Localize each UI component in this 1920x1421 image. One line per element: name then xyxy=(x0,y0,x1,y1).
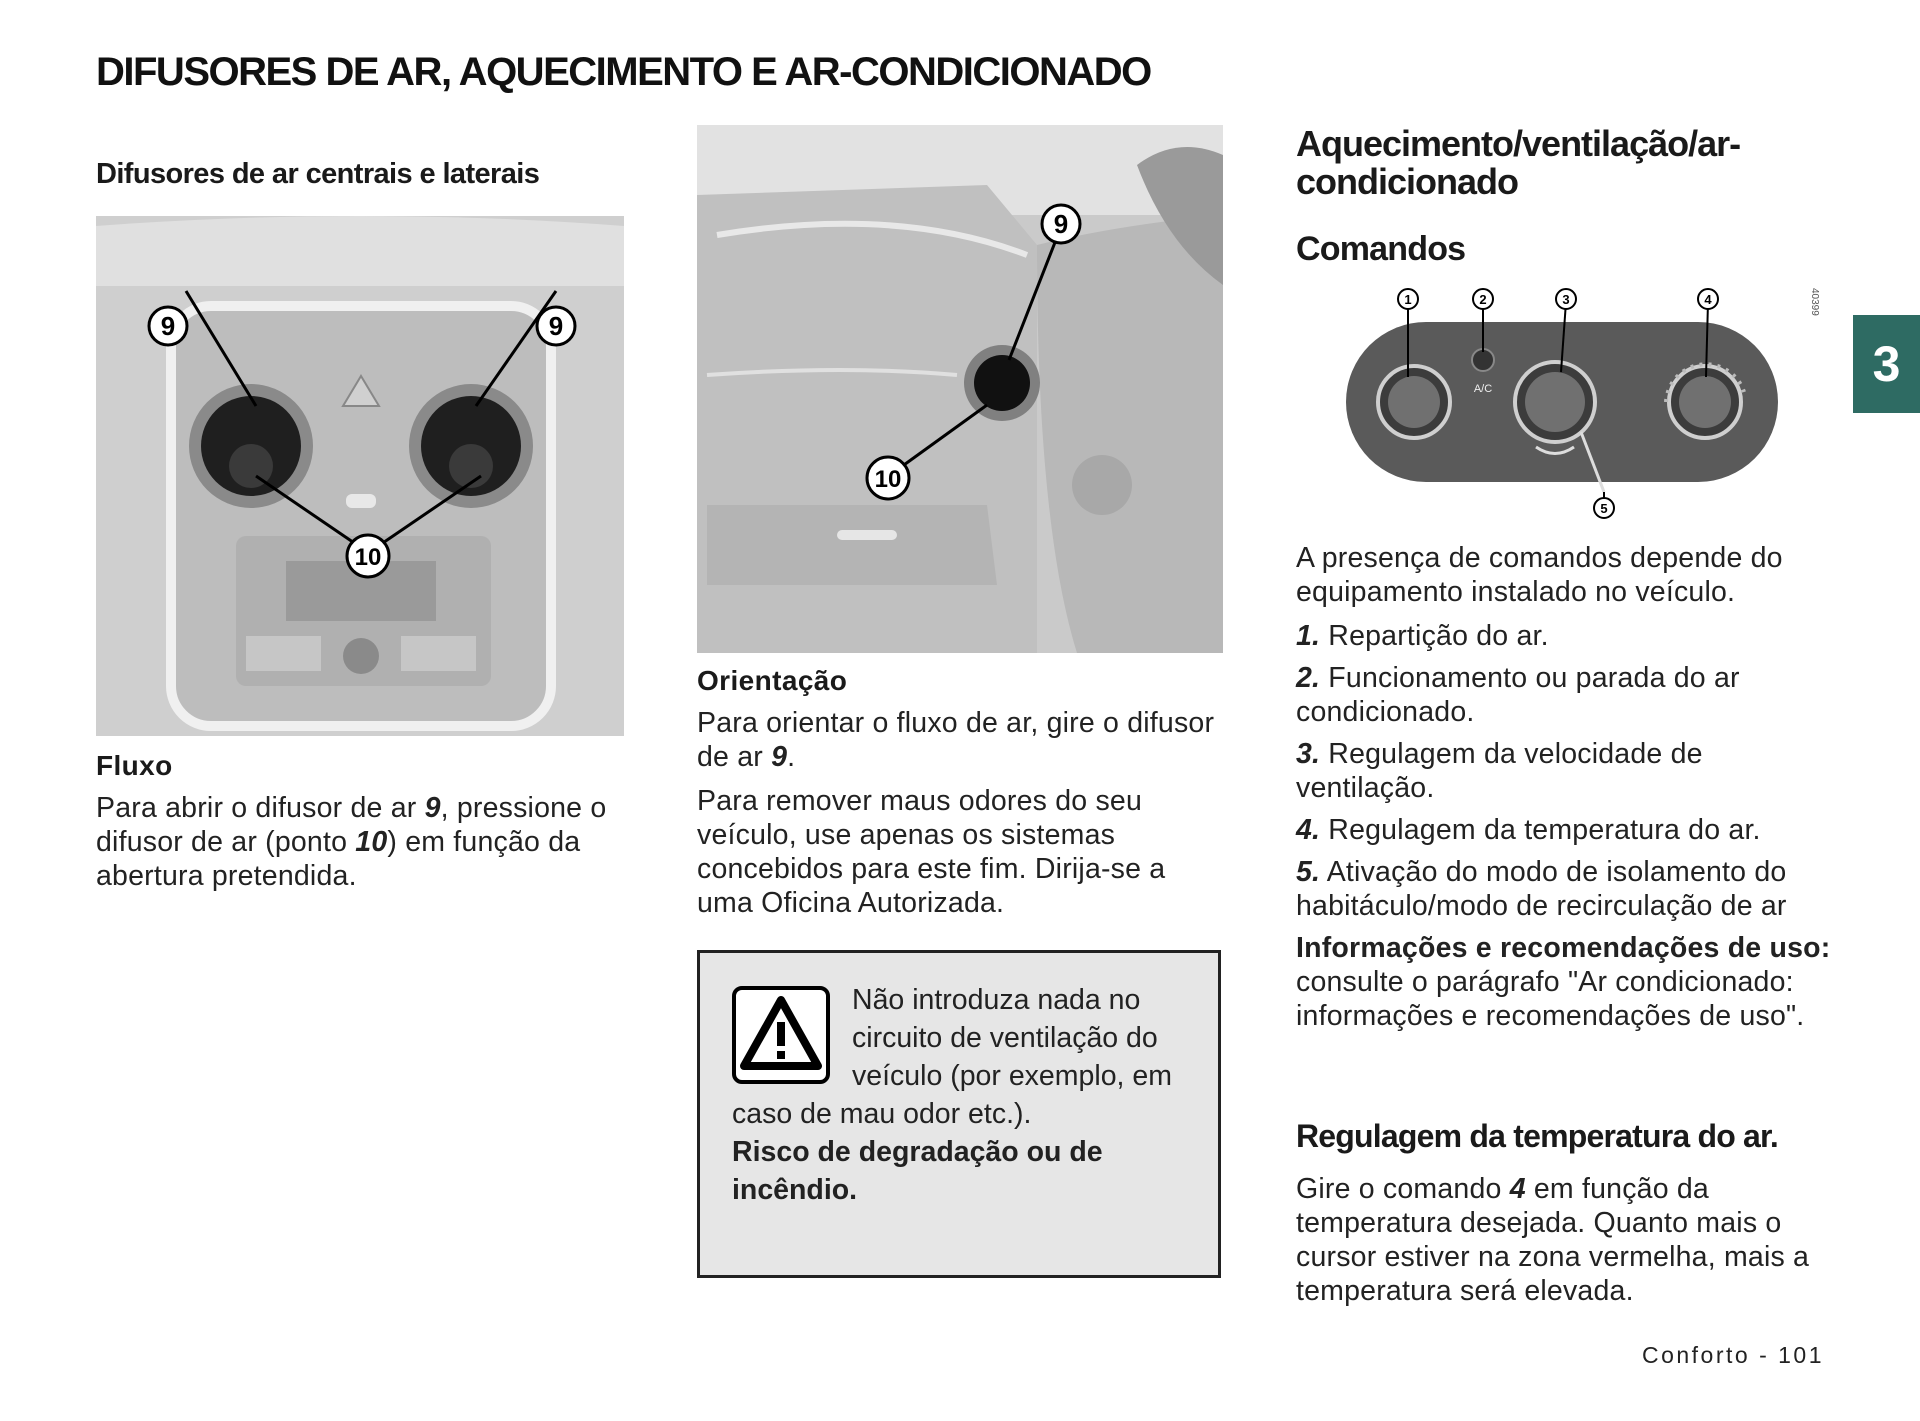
figure-side-vent xyxy=(697,125,1223,653)
list-item: 3. Regulagem da velocidade de ventilação. xyxy=(1296,738,1703,804)
callout-10 xyxy=(867,457,909,499)
commands-text xyxy=(1296,541,1836,1043)
control-panel-illustration xyxy=(1336,282,1834,522)
svg-text:2: 2 xyxy=(1479,292,1487,307)
callout-10 xyxy=(347,535,389,577)
subheading-orientation: Orientação xyxy=(697,665,848,696)
odor-paragraph: Para remover maus odores do seu veículo, use apenas os sistemas concebidos para este fim. Dirija-se a uma Oficina Autorizada. xyxy=(697,785,1166,919)
chapter-tab: 3 xyxy=(1853,315,1920,413)
svg-text:1: 1 xyxy=(1404,292,1412,307)
panel-callout-1 xyxy=(1398,289,1418,309)
figure-central-vents xyxy=(96,216,624,736)
commands-list xyxy=(1296,619,1836,923)
warning-bold: Risco de degradação ou de incêndio. xyxy=(732,1136,1103,1206)
subheading-commands: Comandos xyxy=(1296,230,1466,268)
flow-paragraph: Para abrir o difusor de ar 9, pressione o difusor de ar (ponto 10) em função da abertura pretendida. xyxy=(96,792,607,892)
figure-control-panel xyxy=(1336,282,1834,522)
warning-text: Não introduza nada no circuito de ventilação do veículo (por exemplo, em caso de mau odor etc.). xyxy=(732,984,1172,1130)
list-item: 2. Funcionamento ou parada do ar condicionado. xyxy=(1296,662,1740,728)
callout-9-left xyxy=(149,307,187,345)
dashboard-illustration xyxy=(96,216,624,736)
warning-box xyxy=(697,950,1221,1278)
figure-code: 40399 xyxy=(1809,288,1820,316)
panel-callout-4 xyxy=(1698,289,1718,309)
svg-text:10: 10 xyxy=(354,544,382,571)
orientation-paragraph: Para orientar o fluxo de ar, gire o difusor de ar 9. xyxy=(697,707,1215,773)
list-item: 4. Regulagem da temperatura do ar. xyxy=(1296,814,1761,846)
panel-callout-3 xyxy=(1556,289,1576,309)
commands-intro: A presença de comandos depende do equipamento instalado no veículo. xyxy=(1296,542,1783,608)
svg-text:10: 10 xyxy=(874,466,902,493)
callout-9-right xyxy=(537,307,575,345)
svg-text:9: 9 xyxy=(548,311,564,341)
svg-text:9: 9 xyxy=(160,311,176,341)
panel-callout-2 xyxy=(1473,289,1493,309)
temperature-paragraph: Gire o comando 4 em função da temperatura desejada. Quanto mais o cursor estiver na zona vermelha, mais a temperatura será elevada. xyxy=(1296,1173,1810,1307)
svg-text:4: 4 xyxy=(1704,292,1712,307)
section-heading-heating: Aquecimento/ventilação/ar-condicionado xyxy=(1296,123,1741,202)
svg-text:3: 3 xyxy=(1562,292,1570,307)
svg-text:A/C: A/C xyxy=(1473,383,1493,395)
callout-9 xyxy=(1042,205,1080,243)
page-footer: Conforto - 101 xyxy=(1641,1342,1824,1368)
list-item: 1. Repartição do ar. xyxy=(1296,620,1549,652)
info-paragraph: Informações e recomendações de uso: consulte o parágrafo "Ar condicionado: informações e recomendações de uso". xyxy=(1296,932,1831,1032)
list-item: 5. Ativação do modo de isolamento do habitáculo/modo de recirculação de ar xyxy=(1296,856,1787,922)
page-title: DIFUSORES DE AR, AQUECIMENTO E AR-CONDICIONADO xyxy=(96,50,1151,94)
orientation-text xyxy=(697,706,1223,930)
subheading-temperature: Regulagem da temperatura do ar. xyxy=(1296,1118,1779,1154)
subheading-flow: Fluxo xyxy=(96,750,173,781)
svg-text:9: 9 xyxy=(1053,209,1069,239)
svg-text:5: 5 xyxy=(1600,501,1608,516)
section-heading-diffusers: Difusores de ar centrais e laterais xyxy=(96,158,540,190)
panel-callout-5 xyxy=(1594,498,1614,518)
side-vent-illustration xyxy=(697,125,1223,653)
